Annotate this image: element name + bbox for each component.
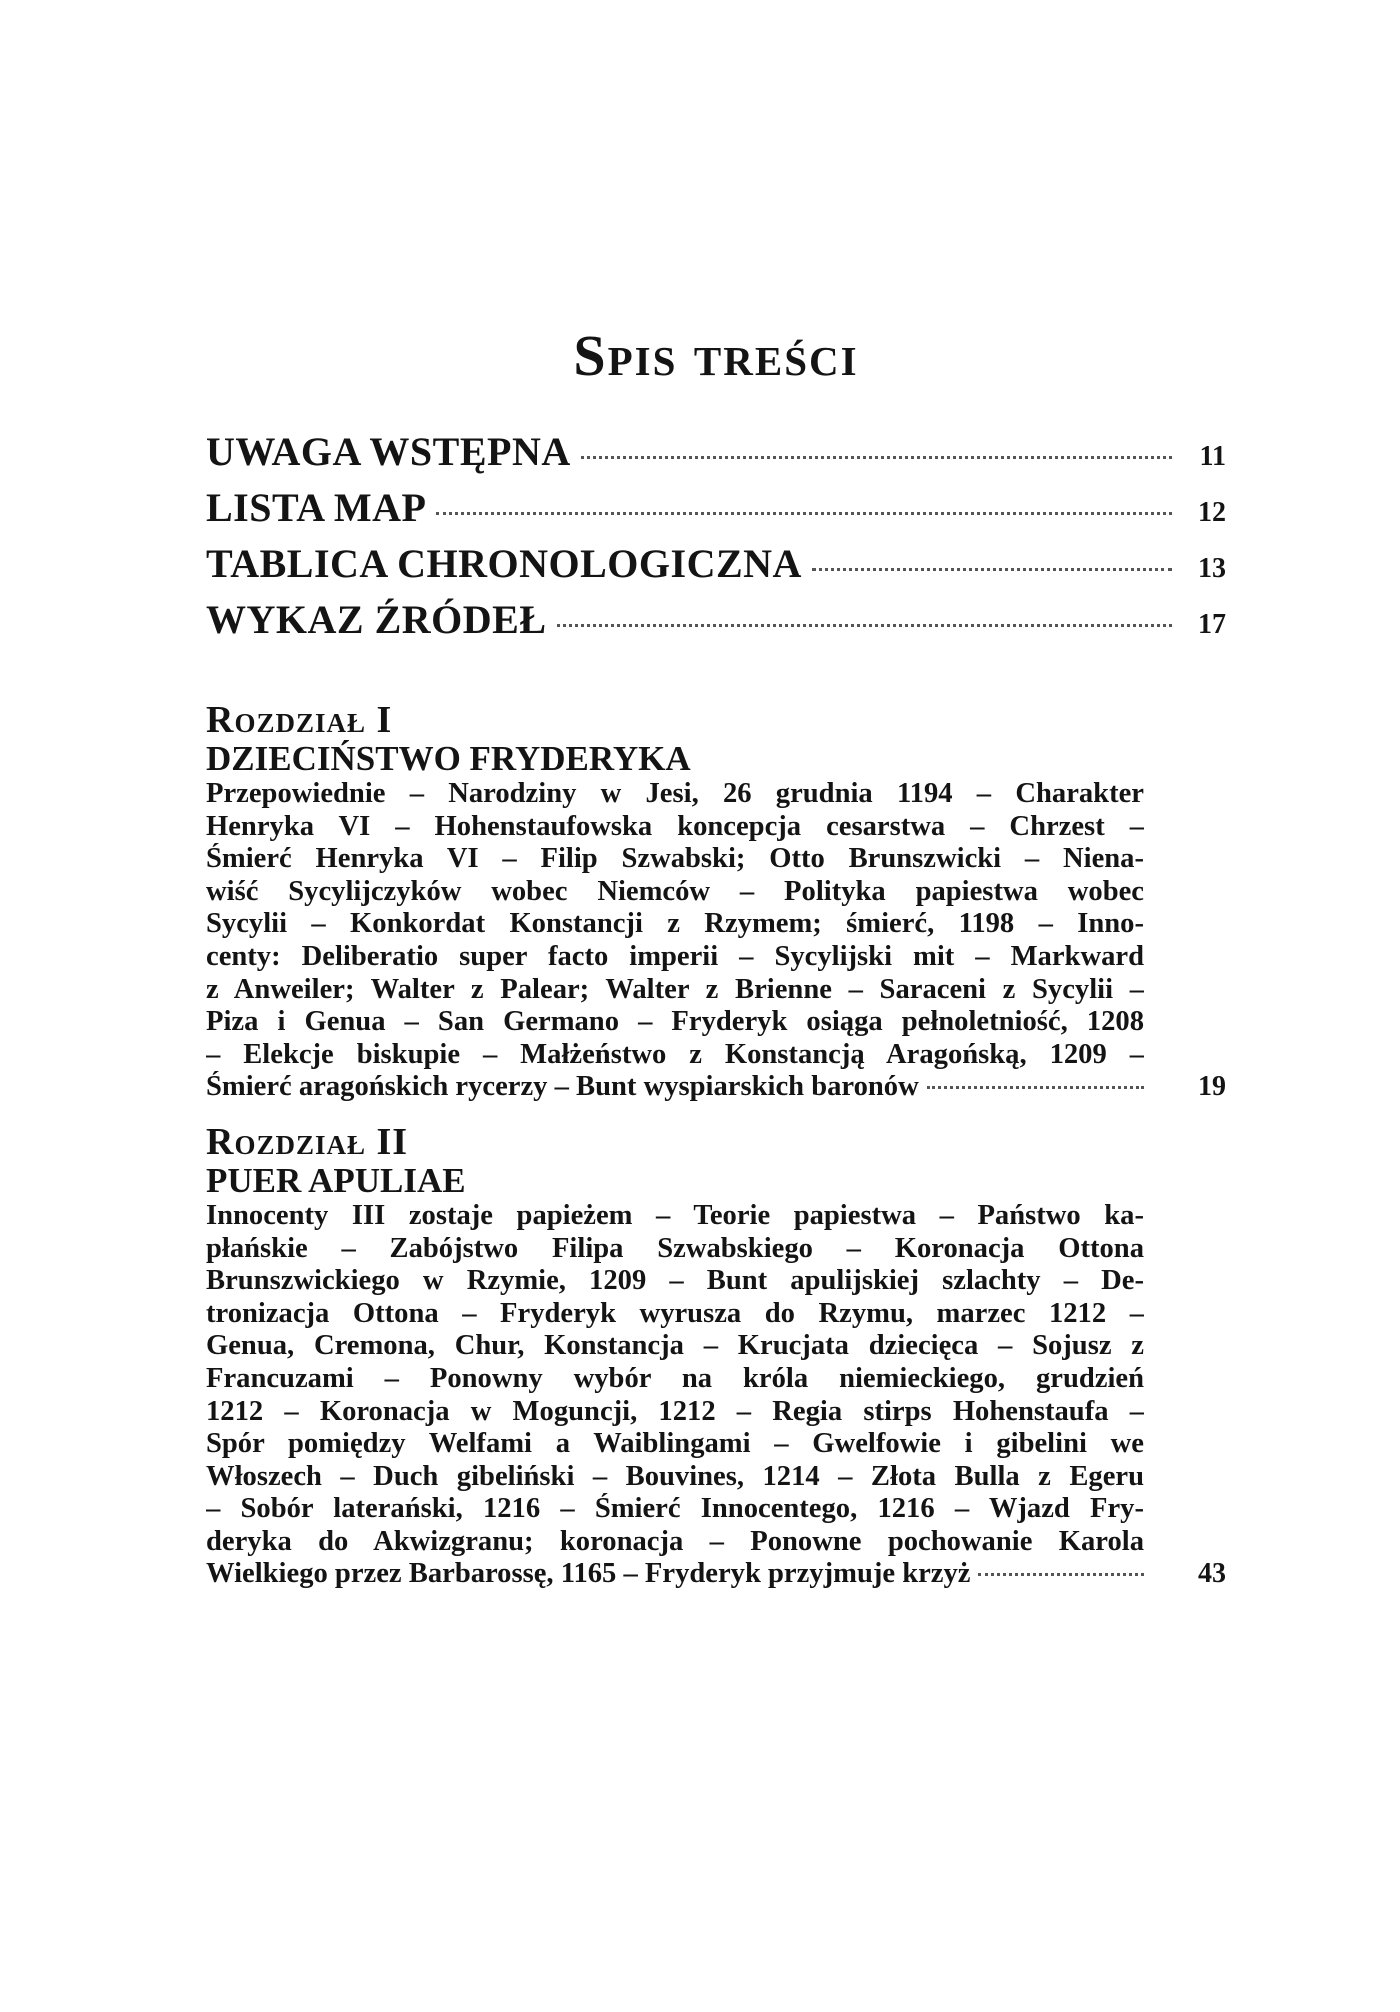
summary-line: Przepowiednie – Narodziny w Jesi, 26 grudnia 1194 – Charakter	[206, 778, 1144, 809]
toc-entry-page: 11	[1199, 441, 1226, 472]
dot-leader	[581, 456, 1172, 459]
toc-page	[206, 0, 1226, 2012]
chapter-summary	[206, 1200, 1144, 1591]
summary-line: płańskie – Zabójstwo Filipa Szwabskiego – Koronacja Ottona	[206, 1232, 1144, 1264]
summary-line: Spór pomiędzy Welfami a Waiblingami – Gwelfowie i gibelini we	[206, 1428, 1144, 1460]
toc-entry-label: LISTA MAP	[206, 485, 427, 530]
chapter-title: PUER APULIAE	[206, 1160, 466, 1200]
summary-line: – Elekcje biskupie – Małżeństwo z Konstancją Aragońską, 1209 –	[206, 1038, 1144, 1070]
summary-line: z Anweiler; Walter z Palear; Walter z Brienne – Saraceni z Sycylii –	[206, 973, 1144, 1005]
summary-line: Piza i Genua – San Germano – Fryderyk osiąga pełnoletniość, 1208	[206, 1006, 1144, 1038]
summary-line: Brunszwickiego w Rzymie, 1209 – Bunt apulijskiej szlachty – De-	[206, 1265, 1144, 1297]
toc-entry	[206, 540, 1226, 596]
summary-line: Francuzami – Ponowny wybór na króla niemieckiego, grudzień	[206, 1362, 1144, 1394]
dot-leader	[978, 1573, 1144, 1576]
chapter-number: Rozdział II	[206, 1120, 409, 1163]
page-title: Spis treści	[573, 323, 859, 388]
chapter-page: 19	[1198, 1071, 1226, 1103]
summary-line-last	[206, 1071, 1144, 1104]
chapter-list	[206, 700, 1226, 1609]
summary-line: tronizacja Ottona – Fryderyk wyrusza do Rzymu, marzec 1212 –	[206, 1297, 1144, 1329]
toc-entry-page: 17	[1198, 609, 1226, 640]
summary-line: – Sobór laterański, 1216 – Śmierć Innocentego, 1216 – Wjazd Fry-	[206, 1493, 1144, 1525]
chapter-title: DZIECIŃSTWO FRYDERYKA	[206, 739, 691, 778]
summary-line-text: Śmierć aragońskich rycerzy – Bunt wyspiarskich baronów	[206, 1071, 919, 1103]
chapter-page: 43	[1198, 1558, 1226, 1590]
summary-line: Innocenty III zostaje papieżem – Teorie papiestwa – Państwo ka-	[206, 1199, 1144, 1231]
toc-entry-page: 13	[1198, 553, 1226, 584]
summary-line: Włoszech – Duch gibeliński – Bouvines, 1214 – Złota Bulla z Egeru	[206, 1460, 1144, 1492]
toc-entry-label: UWAGA WSTĘPNA	[206, 429, 571, 474]
toc-entry-page: 12	[1198, 497, 1226, 528]
summary-line: centy: Deliberatio super facto imperii – Sycylijski mit – Markward	[206, 940, 1144, 972]
dot-leader	[436, 512, 1172, 515]
dot-leader	[812, 568, 1172, 571]
dot-leader	[557, 624, 1173, 627]
toc-entry	[206, 484, 1226, 540]
chapter-body	[206, 1200, 1226, 1591]
toc-entry-label: TABLICA CHRONOLOGICZNA	[206, 541, 802, 586]
summary-line: wiść Sycylijczyków wobec Niemców – Polityka papiestwa wobec	[206, 875, 1144, 907]
summary-line: Henryka VI – Hohenstaufowska koncepcja cesarstwa – Chrzest –	[206, 810, 1144, 842]
summary-line: 1212 – Koronacja w Moguncji, 1212 – Regia stirps Hohenstaufa –	[206, 1395, 1144, 1427]
toc-entry	[206, 428, 1226, 484]
summary-line: deryka do Akwizgranu; koronacja – Ponowne pochowanie Karola	[206, 1525, 1144, 1557]
chapter-number: Rozdział I	[206, 699, 393, 741]
summary-line-text: Wielkiego przez Barbarossę, 1165 – Fryderyk przyjmuje krzyż	[206, 1558, 971, 1590]
toc-entry	[206, 596, 1226, 652]
toc-entry-label: WYKAZ ŹRÓDEŁ	[206, 597, 547, 642]
chapter-entry	[206, 1122, 1226, 1591]
summary-line: Sycylii – Konkordat Konstancji z Rzymem; śmierć, 1198 – Inno-	[206, 908, 1144, 940]
dot-leader	[927, 1086, 1144, 1089]
summary-line: Genua, Cremona, Chur, Konstancja – Krucjata dziecięca – Sojusz z	[206, 1330, 1144, 1362]
chapter-entry	[206, 700, 1226, 1104]
chapter-body	[206, 778, 1226, 1104]
summary-line: Śmierć Henryka VI – Filip Szwabski; Otto Brunszwicki – Niena-	[206, 843, 1144, 875]
summary-line-last	[206, 1558, 1144, 1591]
front-matter-list	[206, 428, 1226, 652]
chapter-summary	[206, 778, 1144, 1104]
